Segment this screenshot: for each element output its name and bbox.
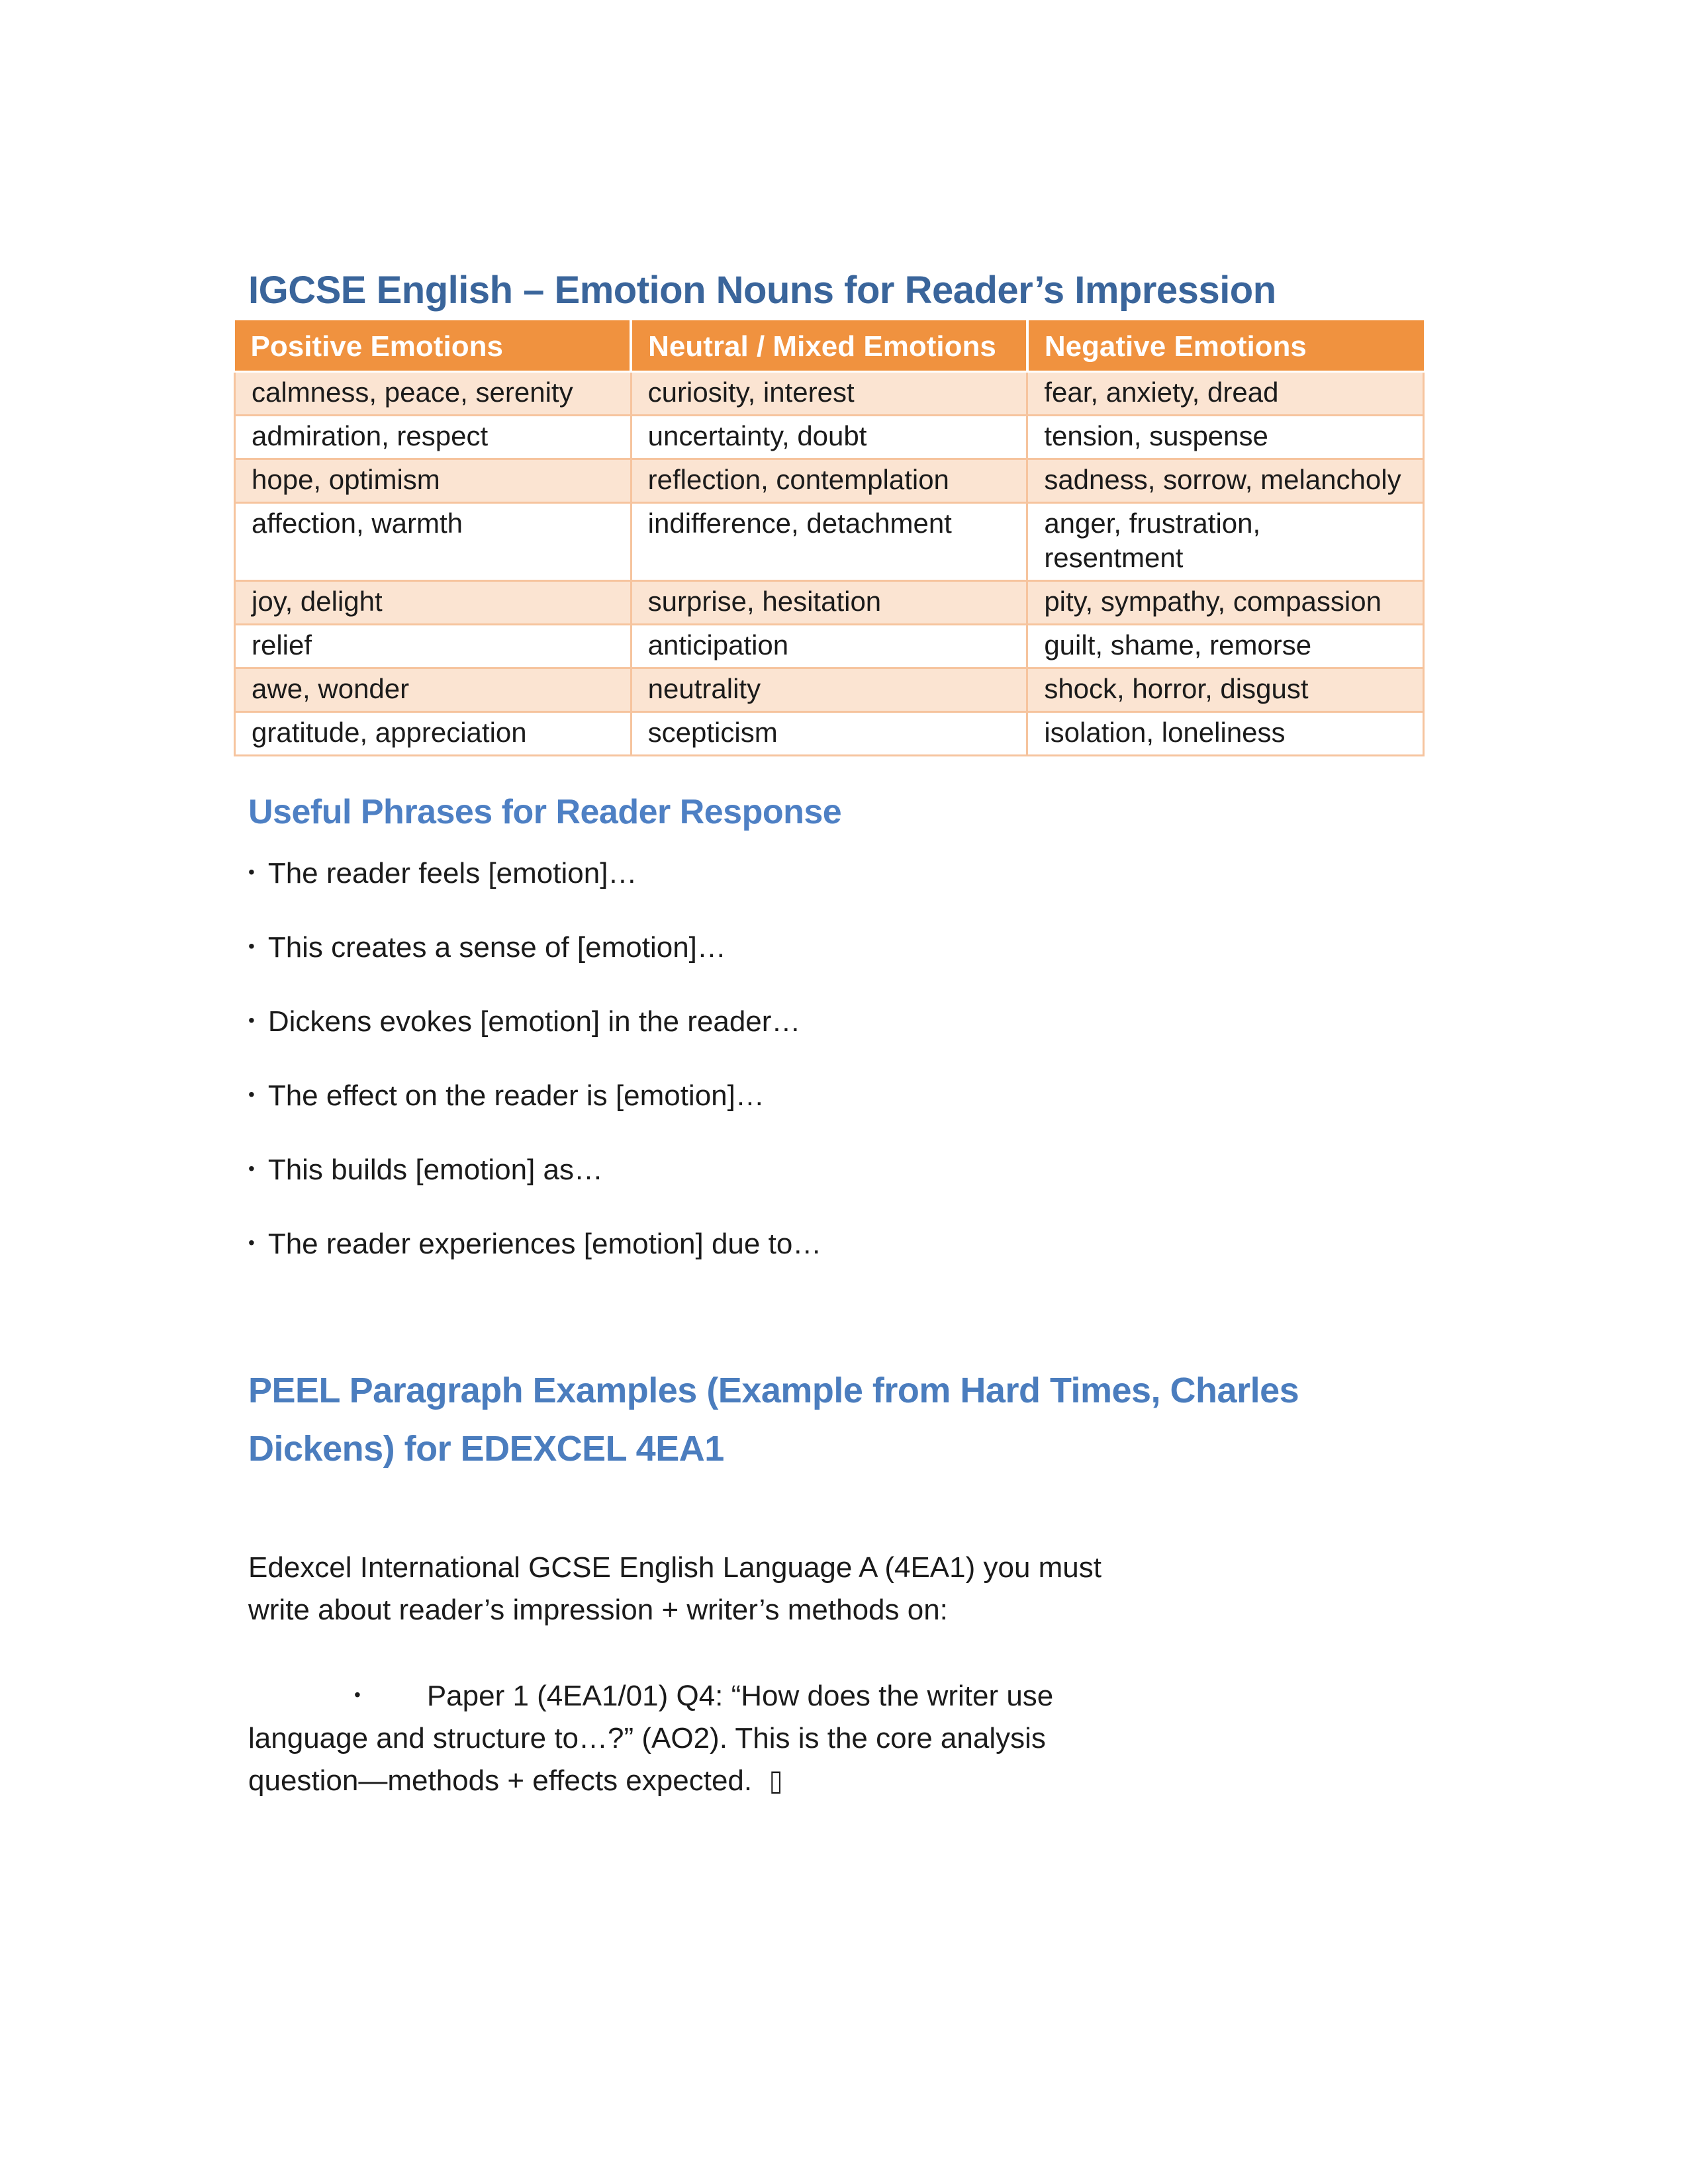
section-heading-useful-phrases: Useful Phrases for Reader Response: [248, 793, 842, 831]
table-row: [235, 372, 1424, 416]
table-row: [235, 416, 1424, 459]
bullet-glyph: •: [248, 1010, 255, 1030]
list-item: [248, 853, 1463, 893]
heading-line: Dickens) for EDEXCEL 4EA1: [248, 1429, 724, 1469]
table-row: [235, 712, 1424, 756]
paragraph-line: [248, 1674, 1463, 1717]
bullet-glyph: •: [248, 862, 255, 882]
table-cell: calmness, peace, serenity: [235, 372, 632, 416]
table-cell: surprise, hesitation: [631, 581, 1027, 625]
column-header-positive: Positive Emotions: [235, 320, 632, 372]
table-cell: admiration, respect: [235, 416, 632, 459]
table-cell: hope, optimism: [235, 459, 632, 503]
column-header-neutral: Neutral / Mixed Emotions: [631, 320, 1027, 372]
paragraph-line: write about reader’s impression + writer’s methods on:: [248, 1594, 948, 1626]
paragraph-line: [248, 1760, 1463, 1802]
paragraph-line: language and structure to…?” (AO2). This is the core analysis: [248, 1722, 1046, 1754]
table-cell: awe, wonder: [235, 668, 632, 712]
table-header-row: [235, 320, 1424, 372]
phrase-text: The reader experiences [emotion] due to…: [267, 1228, 822, 1260]
table-cell: tension, suspense: [1027, 416, 1424, 459]
table-cell: anticipation: [631, 625, 1027, 668]
phrase-text: This builds [emotion] as…: [267, 1154, 604, 1186]
paragraph-text: Paper 1 (4EA1/01) Q4: “How does the writer use: [426, 1680, 1054, 1712]
table-cell: uncertainty, doubt: [631, 416, 1027, 459]
heading-line: PEEL Paragraph Examples (Example from Hard Times, Charles: [248, 1371, 1299, 1410]
table-cell: joy, delight: [235, 581, 632, 625]
bullet-glyph: •: [354, 1684, 361, 1705]
paragraph-line: Edexcel International GCSE English Language A (4EA1) you must: [248, 1551, 1102, 1584]
table-row: [235, 459, 1424, 503]
table-cell: gratitude, appreciation: [235, 712, 632, 756]
table-cell: anger, frustration, resentment: [1027, 503, 1424, 581]
section-heading-peel: [248, 1361, 1463, 1478]
phrase-text: Dickens evokes [emotion] in the reader…: [267, 1005, 801, 1038]
table-cell: fear, anxiety, dread: [1027, 372, 1424, 416]
bullet-glyph: •: [248, 1084, 255, 1105]
table-cell: isolation, loneliness: [1027, 712, 1424, 756]
phrase-text: The reader feels [emotion]…: [267, 857, 637, 889]
list-item: [248, 1075, 1463, 1115]
list-item: [248, 1150, 1463, 1189]
bullet-glyph: •: [248, 1158, 255, 1179]
emotions-table: [234, 320, 1425, 756]
table-row: [235, 503, 1424, 581]
table-cell: neutrality: [631, 668, 1027, 712]
paper-bullet-paragraph: [248, 1674, 1463, 1802]
phrase-list: [248, 853, 1463, 1263]
table-cell: curiosity, interest: [631, 372, 1027, 416]
list-item: [248, 1001, 1463, 1041]
page-title: IGCSE English – Emotion Nouns for Reader’s Impression: [248, 269, 1276, 312]
phrase-text: The effect on the reader is [emotion]…: [267, 1079, 765, 1112]
table-cell: sadness, sorrow, melancholy: [1027, 459, 1424, 503]
table-row: [235, 581, 1424, 625]
table-cell: indifference, detachment: [631, 503, 1027, 581]
table-row: [235, 668, 1424, 712]
column-header-negative: Negative Emotions: [1027, 320, 1424, 372]
table-row: [235, 625, 1424, 668]
table-cell: scepticism: [631, 712, 1027, 756]
missing-glyph-box: ▯: [769, 1764, 783, 1797]
table-cell: reflection, contemplation: [631, 459, 1027, 503]
table-cell: guilt, shame, remorse: [1027, 625, 1424, 668]
table-cell: shock, horror, disgust: [1027, 668, 1424, 712]
table-cell: pity, sympathy, compassion: [1027, 581, 1424, 625]
list-item: [248, 927, 1463, 967]
list-item: [248, 1224, 1463, 1263]
intro-paragraph: [248, 1547, 1463, 1631]
bullet-glyph: •: [248, 1232, 255, 1253]
table-cell: affection, warmth: [235, 503, 632, 581]
phrase-text: This creates a sense of [emotion]…: [267, 931, 726, 964]
bullet-glyph: •: [248, 936, 255, 956]
table-cell: relief: [235, 625, 632, 668]
paragraph-text: question—methods + effects expected.: [248, 1764, 753, 1797]
